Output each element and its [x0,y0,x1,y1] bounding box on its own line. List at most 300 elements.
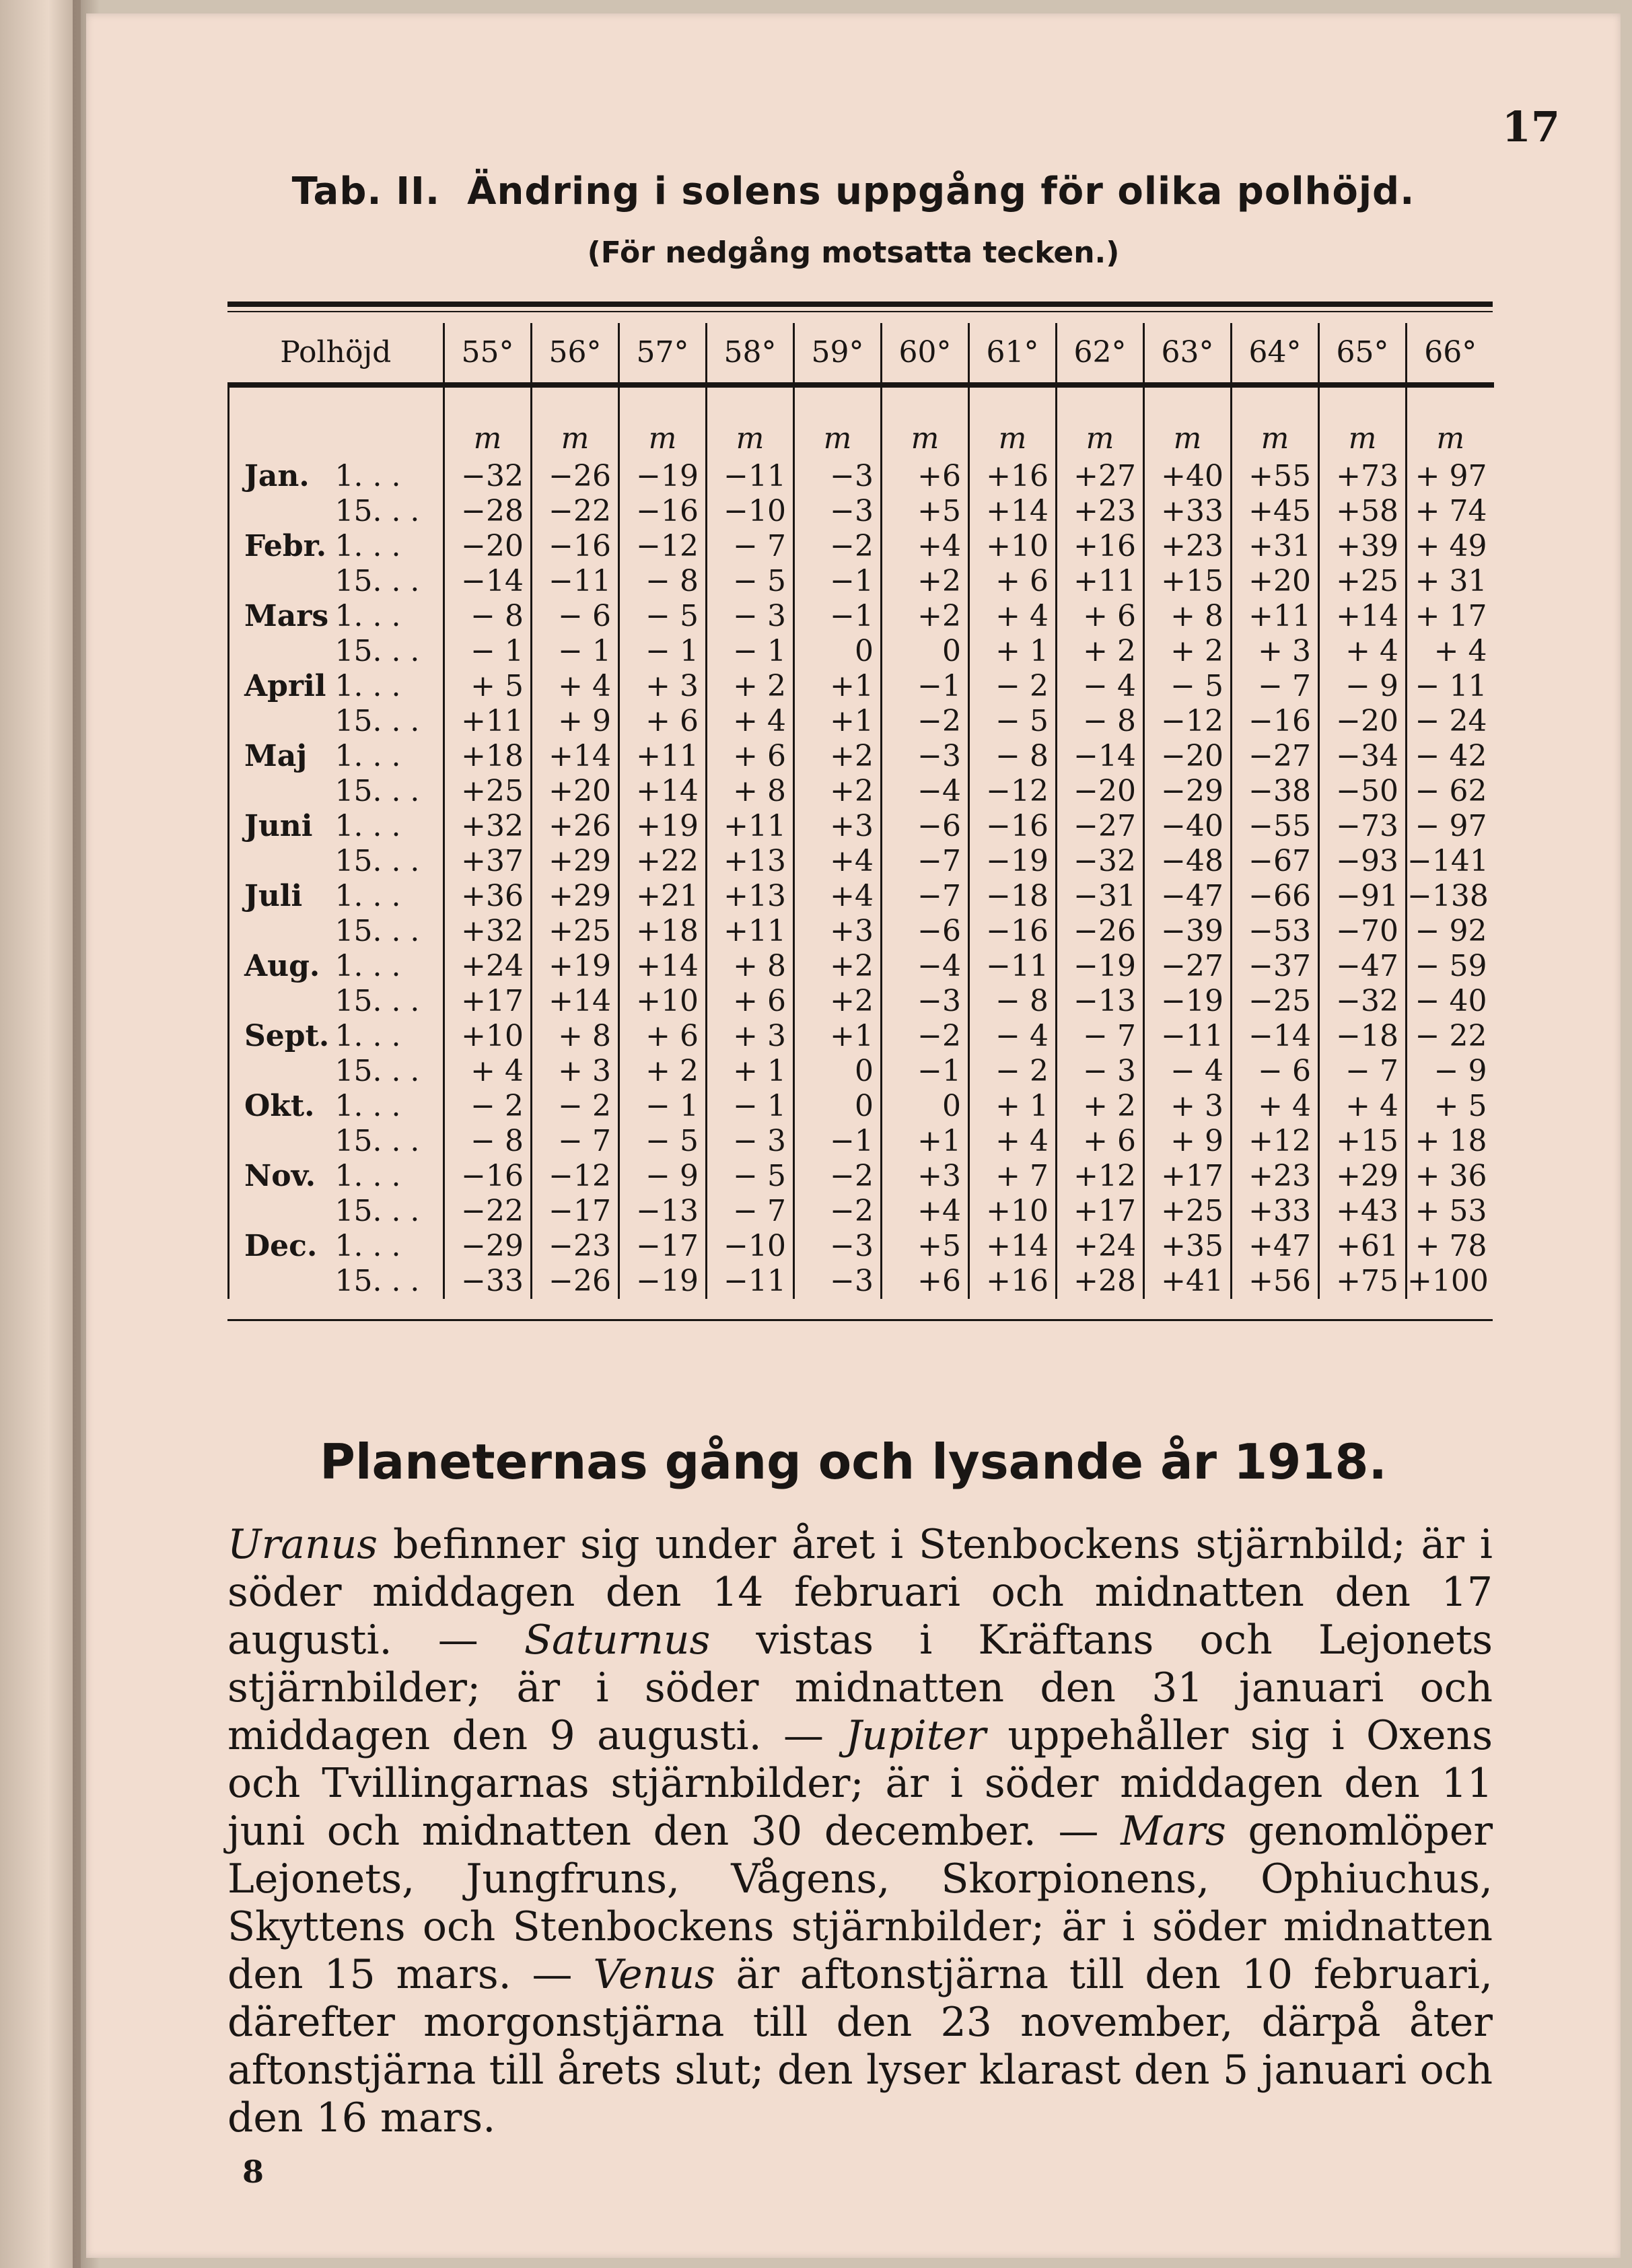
row-month: Maj [229,739,328,774]
table-row [229,599,1494,634]
table-cell: + 17 [1407,599,1494,634]
row-day: 1. . . [334,949,401,983]
table-cell: −26 [532,459,619,494]
table-cell: +4 [794,844,882,879]
table-row [229,634,1494,669]
row-month: Nov. [229,1159,328,1194]
table-cell: +5 [882,494,969,529]
table-row [229,1229,1494,1264]
table-cell: +23 [1057,494,1144,529]
table-cell: +25 [444,774,532,809]
table-cell: −11 [707,459,794,494]
table-cell: +2 [882,564,969,599]
row-day: 15. . . [334,1054,420,1088]
table-row [229,1264,1494,1299]
table-cell: + 6 [1057,599,1144,634]
table-cell: +29 [1319,1159,1407,1194]
table-cell: +19 [532,949,619,984]
table-cell: − 7 [707,1194,794,1229]
table-cell: +29 [532,879,619,914]
table-cell: − 1 [444,634,532,669]
row-month [229,634,328,669]
table-cell: +3 [794,914,882,949]
table-row [229,1194,1494,1229]
row-day: 1. . . [334,739,401,773]
table-cell: +37 [444,844,532,879]
table-cell: −17 [619,1229,707,1264]
table-cell: −32 [444,459,532,494]
header-col-8: 63° [1144,323,1232,385]
planet-name: Uranus [227,1521,378,1568]
table-cell: − 1 [532,634,619,669]
table-cell: + 6 [969,564,1057,599]
table-cell: −11 [707,1264,794,1299]
table-cell: +41 [1144,1264,1232,1299]
table-cell: −4 [882,949,969,984]
row-day: 1. . . [334,1019,401,1053]
table-cell: − 11 [1407,669,1494,704]
table-cell: +10 [444,1019,532,1054]
table-cell: +11 [707,809,794,844]
table-title-text: Ändring i solens uppgång för olika polhöjd. [467,170,1415,213]
table-cell: −14 [1057,739,1144,774]
header-col-5: 60° [882,323,969,385]
planet-name: Saturnus [524,1617,711,1664]
table-cell: + 6 [707,984,794,1019]
table-cell: −6 [882,809,969,844]
header-col-3: 58° [707,323,794,385]
table-cell: −39 [1144,914,1232,949]
table-cell: − 7 [1057,1019,1144,1054]
row-month [229,704,328,739]
table-cell: +14 [532,739,619,774]
table-cell: +15 [1144,564,1232,599]
row-month [229,1264,328,1299]
table-cell: −70 [1319,914,1407,949]
table-cell: −37 [1232,949,1319,984]
table-row [229,1124,1494,1159]
table-cell: − 6 [1232,1054,1319,1089]
table-cell: +1 [794,1019,882,1054]
row-month: Jan. [229,459,328,494]
table-cell: −3 [794,1229,882,1264]
header-col-6: 61° [969,323,1057,385]
table-cell: −1 [882,669,969,704]
table-cell: + 2 [1057,634,1144,669]
table-cell: +17 [444,984,532,1019]
table-cell: +22 [619,844,707,879]
table-cell: + 3 [707,1019,794,1054]
table-cell: + 53 [1407,1194,1494,1229]
left-page-edge [0,0,81,2268]
table-cell: − 7 [532,1124,619,1159]
table-cell: +11 [444,704,532,739]
row-month: Juli [229,879,328,914]
table-cell: − 3 [707,599,794,634]
table-cell: +26 [532,809,619,844]
table-cell: +75 [1319,1264,1407,1299]
table-cell: +25 [1144,1194,1232,1229]
table-cell: +24 [1057,1229,1144,1264]
row-month [229,774,328,809]
table-cell: −19 [969,844,1057,879]
table-cell: −16 [1232,704,1319,739]
page-number: 17 [1501,102,1560,151]
table-cell: +56 [1232,1264,1319,1299]
table-cell: +1 [882,1124,969,1159]
unit-cell: m [794,385,882,459]
row-day: 1. . . [334,1159,401,1193]
table-cell: −12 [532,1159,619,1194]
planets-paragraph [227,1521,1493,2142]
table-cell: −19 [619,1264,707,1299]
row-day: 1. . . [334,1229,401,1263]
row-month: Juni [229,809,328,844]
table-cell: +12 [1232,1124,1319,1159]
table-cell: −32 [1057,844,1144,879]
table-cell: −26 [1057,914,1144,949]
table-cell: +32 [444,914,532,949]
table-cell: + 97 [1407,459,1494,494]
table-cell: +20 [1232,564,1319,599]
table-cell: + 31 [1407,564,1494,599]
table-cell: 0 [794,1054,882,1089]
table-cell: − 2 [969,1054,1057,1089]
row-month [229,494,328,529]
table-cell: − 40 [1407,984,1494,1019]
table-cell: − 5 [707,1159,794,1194]
table-cell: −26 [532,1264,619,1299]
table-cell: +12 [1057,1159,1144,1194]
table-cell: − 1 [707,1089,794,1124]
table-cell: + 2 [619,1054,707,1089]
table-cell: + 1 [969,1089,1057,1124]
table-cell: −53 [1232,914,1319,949]
table-cell: +17 [1057,1194,1144,1229]
table-cell: − 7 [1232,669,1319,704]
row-day: 15. . . [334,914,420,948]
table-cell: −47 [1319,949,1407,984]
table-cell: +2 [794,739,882,774]
unit-cell: m [1232,385,1319,459]
table-cell: −50 [1319,774,1407,809]
row-month [229,844,328,879]
table-cell: +1 [794,669,882,704]
table-cell: +31 [1232,529,1319,564]
row-day: 15. . . [334,564,420,598]
table-cell: −28 [444,494,532,529]
row-day: 15. . . [334,704,420,738]
table-cell: +2 [794,984,882,1019]
unit-cell: m [1319,385,1407,459]
table-cell: −141 [1407,844,1494,879]
table-cell: +4 [794,879,882,914]
table-cell: −3 [882,739,969,774]
table-cell: + 4 [1232,1089,1319,1124]
row-month [229,1054,328,1089]
table-cell: − 8 [444,1124,532,1159]
table-cell: +2 [882,599,969,634]
table-bottom-rule [227,1319,1493,1321]
book-page [86,13,1621,2258]
row-day: 1. . . [334,809,401,843]
table-row [229,704,1494,739]
table-cell: + 7 [969,1159,1057,1194]
table-cell: −34 [1319,739,1407,774]
table-cell: −2 [794,1194,882,1229]
table-cell: −14 [1232,1019,1319,1054]
table-cell: 0 [794,1089,882,1124]
unit-cell: m [532,385,619,459]
table-cell: −27 [1144,949,1232,984]
table-cell: +11 [1057,564,1144,599]
table-cell: +16 [1057,529,1144,564]
unit-cell: m [619,385,707,459]
table-cell: − 3 [1057,1054,1144,1089]
table-cell: +14 [969,494,1057,529]
table-row [229,1019,1494,1054]
table-cell: + 8 [1144,599,1232,634]
table-cell: +61 [1319,1229,1407,1264]
table-cell: + 8 [707,949,794,984]
header-col-9: 64° [1232,323,1319,385]
table-cell: +25 [1319,564,1407,599]
table-cell: − 1 [619,1089,707,1124]
table-cell: −31 [1057,879,1144,914]
table-cell: +21 [619,879,707,914]
table-cell: − 9 [1407,1054,1494,1089]
table-cell: −12 [969,774,1057,809]
table-cell: +16 [969,459,1057,494]
table-title [86,170,1621,213]
table-cell: − 5 [969,704,1057,739]
table-cell: +13 [707,879,794,914]
table-cell: − 4 [969,1019,1057,1054]
table-cell: +17 [1144,1159,1232,1194]
unit-spacer [328,385,444,459]
table-cell: +14 [619,774,707,809]
row-month: Dec. [229,1229,328,1264]
row-day: 15. . . [334,1124,420,1158]
table-cell: + 6 [1057,1124,1144,1159]
table-cell: +32 [444,809,532,844]
table-cell: − 5 [1144,669,1232,704]
table-cell: − 1 [707,634,794,669]
planet-text: är aftonstjärna till den 10 februari, därefter morgonstjärna till den 23 november, därpå åter aftonstjärna till årets slut; den lyser klarast den 5 januari och den 16 mars. [227,1951,1493,2141]
table-cell: − 7 [1319,1054,1407,1089]
signature-mark: 8 [242,2154,264,2190]
table-cell: + 9 [532,704,619,739]
table-cell: − 8 [969,739,1057,774]
table-cell: −3 [882,984,969,1019]
table-cell: −20 [1319,704,1407,739]
table-cell: +45 [1232,494,1319,529]
table-cell: −22 [532,494,619,529]
header-col-7: 62° [1057,323,1144,385]
table-row [229,739,1494,774]
table-cell: −11 [1144,1019,1232,1054]
table-row [229,529,1494,564]
table-cell: − 8 [444,599,532,634]
table-row [229,564,1494,599]
table-cell: −67 [1232,844,1319,879]
table-cell: +16 [969,1264,1057,1299]
table-cell: −16 [444,1159,532,1194]
table-cell: − 22 [1407,1019,1494,1054]
table-body [229,385,1494,1299]
table-cell: −22 [444,1194,532,1229]
planet-text: uppehåller sig i Oxens och Tvillingarnas stjärnbilder; är i söder middagen den 11 juni och midnatten den 30 december. — [227,1712,1493,1855]
table-cell: − 2 [532,1089,619,1124]
table-cell: − 8 [1057,704,1144,739]
table-row [229,494,1494,529]
table-cell: −17 [532,1194,619,1229]
header-col-10: 65° [1319,323,1407,385]
table-cell: +28 [1057,1264,1144,1299]
table-cell: −19 [619,459,707,494]
table-cell: − 92 [1407,914,1494,949]
row-month: Sept. [229,1019,328,1054]
unit-cell: m [882,385,969,459]
table-cell: + 1 [969,634,1057,669]
table-subtitle: (För nedgång motsatta tecken.) [587,236,1120,270]
table-row [229,879,1494,914]
table-cell: +13 [707,844,794,879]
table-cell: − 24 [1407,704,1494,739]
table-cell: +14 [532,984,619,1019]
table-cell: −66 [1232,879,1319,914]
table-cell: −19 [1057,949,1144,984]
table-cell: −48 [1144,844,1232,879]
table-row [229,1054,1494,1089]
row-day: 1. . . [334,879,401,913]
planet-name: Jupiter [845,1712,987,1759]
row-day: 15. . . [334,774,420,808]
table-cell: + 74 [1407,494,1494,529]
table-cell: −40 [1144,809,1232,844]
table-cell: +58 [1319,494,1407,529]
table-cell: −138 [1407,879,1494,914]
table-cell: − 62 [1407,774,1494,809]
table-cell: −29 [1144,774,1232,809]
table-cell: + 4 [969,1124,1057,1159]
unit-cell: m [969,385,1057,459]
table-cell: +10 [619,984,707,1019]
table-header-row [229,323,1494,385]
table-row [229,914,1494,949]
table-cell: −2 [794,1159,882,1194]
table-cell: +3 [794,809,882,844]
table-cell: + 78 [1407,1229,1494,1264]
table-cell: +55 [1232,459,1319,494]
table-cell: −27 [1057,809,1144,844]
row-day: 1. . . [334,459,401,493]
table-cell: +39 [1319,529,1407,564]
table-cell: −6 [882,914,969,949]
table-cell: − 4 [1144,1054,1232,1089]
table-cell: +2 [794,949,882,984]
table-cell: −16 [969,914,1057,949]
table-row [229,669,1494,704]
table-cell: −2 [882,1019,969,1054]
row-month: April [229,669,328,704]
table-cell: 0 [882,1089,969,1124]
table-cell: −4 [882,774,969,809]
table-cell: −3 [794,494,882,529]
unit-cell: m [444,385,532,459]
table-cell: −10 [707,494,794,529]
table-row [229,984,1494,1019]
table-cell: −13 [619,1194,707,1229]
header-col-11: 66° [1407,323,1494,385]
row-day: 1. . . [334,599,401,633]
row-month [229,1124,328,1159]
row-day: 1. . . [334,669,401,703]
table-cell: −38 [1232,774,1319,809]
table-cell: +36 [444,879,532,914]
table-cell: +47 [1232,1229,1319,1264]
row-month: Mars [229,599,328,634]
header-col-1: 56° [532,323,619,385]
unit-row [229,385,1494,459]
row-month [229,1194,328,1229]
row-day: 15. . . [334,844,420,878]
table-cell: − 9 [619,1159,707,1194]
table-cell: − 4 [1057,669,1144,704]
table-cell: − 5 [619,599,707,634]
unit-cell: m [1144,385,1232,459]
table-cell: −12 [619,529,707,564]
table-cell: + 6 [707,739,794,774]
table-cell: + 4 [1319,1089,1407,1124]
row-month: Aug. [229,949,328,984]
table-cell: −3 [794,1264,882,1299]
table-cell: −16 [619,494,707,529]
table-cell: −3 [794,459,882,494]
row-month [229,914,328,949]
table-row [229,809,1494,844]
table-row [229,1089,1494,1124]
table-cell: −20 [1144,739,1232,774]
table-cell: −55 [1232,809,1319,844]
table-cell: − 2 [969,669,1057,704]
table-cell: −32 [1319,984,1407,1019]
table-cell: −25 [1232,984,1319,1019]
table-cell: +24 [444,949,532,984]
table-cell: −20 [1057,774,1144,809]
row-day: 1. . . [334,529,401,563]
table-cell: +27 [1057,459,1144,494]
table-cell: + 3 [1144,1089,1232,1124]
row-day: 15. . . [334,634,420,668]
table-cell: −93 [1319,844,1407,879]
table-cell: − 59 [1407,949,1494,984]
planet-text: vistas i Kräftans och Lejonets stjärnbilder; är i söder midnatten den 31 januari och middagen den 9 augusti. — [227,1617,1493,1759]
row-month [229,984,328,1019]
table-cell: + 3 [619,669,707,704]
table-cell: +33 [1144,494,1232,529]
table-cell: +4 [882,1194,969,1229]
table-top-rule [227,302,1493,312]
table-cell: +19 [619,809,707,844]
table-cell: + 36 [1407,1159,1494,1194]
table-cell: −7 [882,879,969,914]
table-cell: +14 [1319,599,1407,634]
header-col-0: 55° [444,323,532,385]
table-cell: −7 [882,844,969,879]
table-cell: −47 [1144,879,1232,914]
table-row [229,459,1494,494]
